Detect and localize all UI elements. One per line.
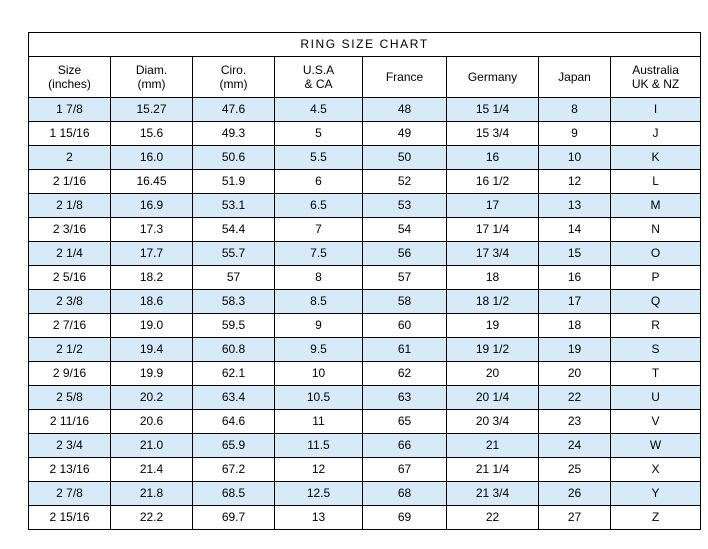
table-cell: 25 bbox=[539, 458, 611, 482]
table-cell: X bbox=[611, 458, 701, 482]
table-cell: 59.5 bbox=[193, 314, 275, 338]
table-cell: P bbox=[611, 266, 701, 290]
table-cell: 62 bbox=[363, 362, 447, 386]
table-cell: 66 bbox=[363, 434, 447, 458]
column-header-circumference-line2: (mm) bbox=[219, 77, 248, 91]
table-cell: 13 bbox=[539, 194, 611, 218]
table-cell: 12 bbox=[275, 458, 363, 482]
table-cell: 68.5 bbox=[193, 482, 275, 506]
table-row bbox=[29, 266, 701, 290]
table-cell: 19.9 bbox=[111, 362, 193, 386]
table-cell: 19.4 bbox=[111, 338, 193, 362]
table-cell: 2 3/8 bbox=[29, 290, 111, 314]
table-cell: 13 bbox=[275, 506, 363, 530]
page-title: RING SIZE CHART bbox=[29, 33, 701, 57]
column-header-size bbox=[29, 57, 111, 98]
table-title-row bbox=[29, 33, 701, 57]
table-cell: 11 bbox=[275, 410, 363, 434]
column-header-diameter-line2: (mm) bbox=[137, 77, 166, 91]
table-cell: 8 bbox=[275, 266, 363, 290]
table-cell: 6.5 bbox=[275, 194, 363, 218]
table-cell: 49.3 bbox=[193, 122, 275, 146]
ring-size-chart bbox=[28, 32, 680, 530]
table-cell: 18 1/2 bbox=[447, 290, 539, 314]
column-header-australia-line2: UK & NZ bbox=[631, 77, 680, 91]
table-row bbox=[29, 362, 701, 386]
table-cell: 68 bbox=[363, 482, 447, 506]
table-cell: 18 bbox=[539, 314, 611, 338]
table-cell: T bbox=[611, 362, 701, 386]
table-cell: 17 bbox=[539, 290, 611, 314]
table-cell: 26 bbox=[539, 482, 611, 506]
table-cell: 55.7 bbox=[193, 242, 275, 266]
table-cell: 20 bbox=[447, 362, 539, 386]
table-cell: 21 bbox=[447, 434, 539, 458]
table-row bbox=[29, 458, 701, 482]
table-row bbox=[29, 386, 701, 410]
column-header-australia-line1: Australia bbox=[632, 63, 679, 77]
table-cell: 19.0 bbox=[111, 314, 193, 338]
table-row bbox=[29, 434, 701, 458]
table-cell: 12 bbox=[539, 170, 611, 194]
column-header-diameter-line1: Diam. bbox=[135, 63, 168, 77]
table-cell: 16 1/2 bbox=[447, 170, 539, 194]
table-cell: 22 bbox=[447, 506, 539, 530]
table-cell: 17.7 bbox=[111, 242, 193, 266]
table-cell: 6 bbox=[275, 170, 363, 194]
table-cell: K bbox=[611, 146, 701, 170]
table-cell: 2 5/16 bbox=[29, 266, 111, 290]
table-cell: 15 bbox=[539, 242, 611, 266]
table-row bbox=[29, 314, 701, 338]
table-cell: 16 bbox=[539, 266, 611, 290]
table-cell: Y bbox=[611, 482, 701, 506]
table-cell: 21.0 bbox=[111, 434, 193, 458]
table-row bbox=[29, 242, 701, 266]
table-cell: 17 3/4 bbox=[447, 242, 539, 266]
table-row bbox=[29, 122, 701, 146]
table-cell: O bbox=[611, 242, 701, 266]
table-cell: 8.5 bbox=[275, 290, 363, 314]
table-cell: 67.2 bbox=[193, 458, 275, 482]
table-cell: 17 1/4 bbox=[447, 218, 539, 242]
table-row bbox=[29, 98, 701, 122]
table-cell: 10 bbox=[275, 362, 363, 386]
table-cell: 48 bbox=[363, 98, 447, 122]
column-header-france-line1: France bbox=[385, 70, 424, 84]
table-cell: 2 1/4 bbox=[29, 242, 111, 266]
table-cell: 63.4 bbox=[193, 386, 275, 410]
table-cell: 9 bbox=[275, 314, 363, 338]
table-cell: 15.6 bbox=[111, 122, 193, 146]
table-cell: 21.8 bbox=[111, 482, 193, 506]
table-cell: 57 bbox=[193, 266, 275, 290]
table-cell: 2 3/4 bbox=[29, 434, 111, 458]
table-cell: 60.8 bbox=[193, 338, 275, 362]
table-cell: 8 bbox=[539, 98, 611, 122]
table-cell: 7 bbox=[275, 218, 363, 242]
column-header-size-line1: Size bbox=[57, 63, 82, 77]
column-header-japan bbox=[539, 57, 611, 98]
table-cell: 19 bbox=[539, 338, 611, 362]
table-cell: 15 3/4 bbox=[447, 122, 539, 146]
table-row bbox=[29, 506, 701, 530]
column-header-germany bbox=[447, 57, 539, 98]
table-cell: 5 bbox=[275, 122, 363, 146]
table-cell: 2 1/16 bbox=[29, 170, 111, 194]
table-cell: 61 bbox=[363, 338, 447, 362]
table-cell: J bbox=[611, 122, 701, 146]
column-header-usa-ca-line1: U.S.A bbox=[302, 63, 335, 77]
table-cell: 2 13/16 bbox=[29, 458, 111, 482]
table-cell: 53.1 bbox=[193, 194, 275, 218]
table-cell: 69.7 bbox=[193, 506, 275, 530]
table-cell: 16.9 bbox=[111, 194, 193, 218]
table-cell: Z bbox=[611, 506, 701, 530]
table-cell: 14 bbox=[539, 218, 611, 242]
table-cell: V bbox=[611, 410, 701, 434]
column-header-germany-line1: Germany bbox=[467, 70, 518, 84]
table-cell: 12.5 bbox=[275, 482, 363, 506]
table-cell: 2 bbox=[29, 146, 111, 170]
table-cell: 24 bbox=[539, 434, 611, 458]
table-cell: 2 5/8 bbox=[29, 386, 111, 410]
column-header-usa-ca bbox=[275, 57, 363, 98]
column-header-australia-uk-nz bbox=[611, 57, 701, 98]
table-cell: 2 1/8 bbox=[29, 194, 111, 218]
column-header-size-line2: (inches) bbox=[48, 77, 91, 91]
table-cell: 64.6 bbox=[193, 410, 275, 434]
table-cell: M bbox=[611, 194, 701, 218]
table-row bbox=[29, 290, 701, 314]
table-cell: W bbox=[611, 434, 701, 458]
table-cell: I bbox=[611, 98, 701, 122]
table-cell: 2 3/16 bbox=[29, 218, 111, 242]
table-cell: 54 bbox=[363, 218, 447, 242]
table-cell: 27 bbox=[539, 506, 611, 530]
table-cell: 2 15/16 bbox=[29, 506, 111, 530]
table-cell: 2 9/16 bbox=[29, 362, 111, 386]
table-row bbox=[29, 482, 701, 506]
table-header-row bbox=[29, 57, 701, 98]
table-cell: N bbox=[611, 218, 701, 242]
table-cell: 58 bbox=[363, 290, 447, 314]
table-cell: 16 bbox=[447, 146, 539, 170]
table-cell: 54.4 bbox=[193, 218, 275, 242]
table-cell: 16.0 bbox=[111, 146, 193, 170]
table-body bbox=[29, 98, 701, 530]
table-cell: 62.1 bbox=[193, 362, 275, 386]
table-row bbox=[29, 170, 701, 194]
table-cell: 49 bbox=[363, 122, 447, 146]
table-cell: 67 bbox=[363, 458, 447, 482]
table-cell: 18.2 bbox=[111, 266, 193, 290]
table-cell: 23 bbox=[539, 410, 611, 434]
table-cell: 47.6 bbox=[193, 98, 275, 122]
ring-size-table bbox=[28, 32, 701, 530]
table-row bbox=[29, 410, 701, 434]
table-cell: 58.3 bbox=[193, 290, 275, 314]
table-cell: 53 bbox=[363, 194, 447, 218]
table-cell: 11.5 bbox=[275, 434, 363, 458]
column-header-japan-line1: Japan bbox=[558, 70, 591, 84]
table-cell: 15.27 bbox=[111, 98, 193, 122]
table-row bbox=[29, 218, 701, 242]
table-cell: 17.3 bbox=[111, 218, 193, 242]
table-cell: 69 bbox=[363, 506, 447, 530]
table-cell: 9 bbox=[539, 122, 611, 146]
table-cell: 20 1/4 bbox=[447, 386, 539, 410]
table-cell: 1 7/8 bbox=[29, 98, 111, 122]
table-cell: U bbox=[611, 386, 701, 410]
table-cell: 65 bbox=[363, 410, 447, 434]
table-cell: 2 7/16 bbox=[29, 314, 111, 338]
table-cell: 20 bbox=[539, 362, 611, 386]
table-cell: 16.45 bbox=[111, 170, 193, 194]
table-cell: 56 bbox=[363, 242, 447, 266]
table-cell: 19 1/2 bbox=[447, 338, 539, 362]
column-header-usa-ca-line2: & CA bbox=[304, 77, 333, 91]
column-header-circumference bbox=[193, 57, 275, 98]
table-cell: 20.2 bbox=[111, 386, 193, 410]
table-cell: 19 bbox=[447, 314, 539, 338]
table-cell: 15 1/4 bbox=[447, 98, 539, 122]
table-cell: 65.9 bbox=[193, 434, 275, 458]
column-header-circumference-line1: Ciro. bbox=[220, 63, 247, 77]
table-row bbox=[29, 194, 701, 218]
table-cell: 10.5 bbox=[275, 386, 363, 410]
table-cell: 60 bbox=[363, 314, 447, 338]
table-cell: 50 bbox=[363, 146, 447, 170]
table-cell: 57 bbox=[363, 266, 447, 290]
table-cell: 51.9 bbox=[193, 170, 275, 194]
table-cell: 20.6 bbox=[111, 410, 193, 434]
table-cell: 1 15/16 bbox=[29, 122, 111, 146]
table-cell: Q bbox=[611, 290, 701, 314]
table-cell: 50.6 bbox=[193, 146, 275, 170]
table-cell: 10 bbox=[539, 146, 611, 170]
table-cell: 52 bbox=[363, 170, 447, 194]
table-cell: 5.5 bbox=[275, 146, 363, 170]
table-cell: 4.5 bbox=[275, 98, 363, 122]
table-cell: 20 3/4 bbox=[447, 410, 539, 434]
table-cell: 22.2 bbox=[111, 506, 193, 530]
table-cell: 22 bbox=[539, 386, 611, 410]
table-cell: 21 3/4 bbox=[447, 482, 539, 506]
column-header-diameter bbox=[111, 57, 193, 98]
table-row bbox=[29, 338, 701, 362]
table-cell: L bbox=[611, 170, 701, 194]
table-cell: 21 1/4 bbox=[447, 458, 539, 482]
table-cell: 2 7/8 bbox=[29, 482, 111, 506]
table-cell: 18 bbox=[447, 266, 539, 290]
table-cell: 2 1/2 bbox=[29, 338, 111, 362]
table-row bbox=[29, 146, 701, 170]
table-cell: 63 bbox=[363, 386, 447, 410]
table-cell: 7.5 bbox=[275, 242, 363, 266]
table-cell: 18.6 bbox=[111, 290, 193, 314]
table-cell: 17 bbox=[447, 194, 539, 218]
column-header-france bbox=[363, 57, 447, 98]
table-cell: 9.5 bbox=[275, 338, 363, 362]
table-cell: R bbox=[611, 314, 701, 338]
table-cell: 2 11/16 bbox=[29, 410, 111, 434]
table-cell: 21.4 bbox=[111, 458, 193, 482]
table-cell: S bbox=[611, 338, 701, 362]
